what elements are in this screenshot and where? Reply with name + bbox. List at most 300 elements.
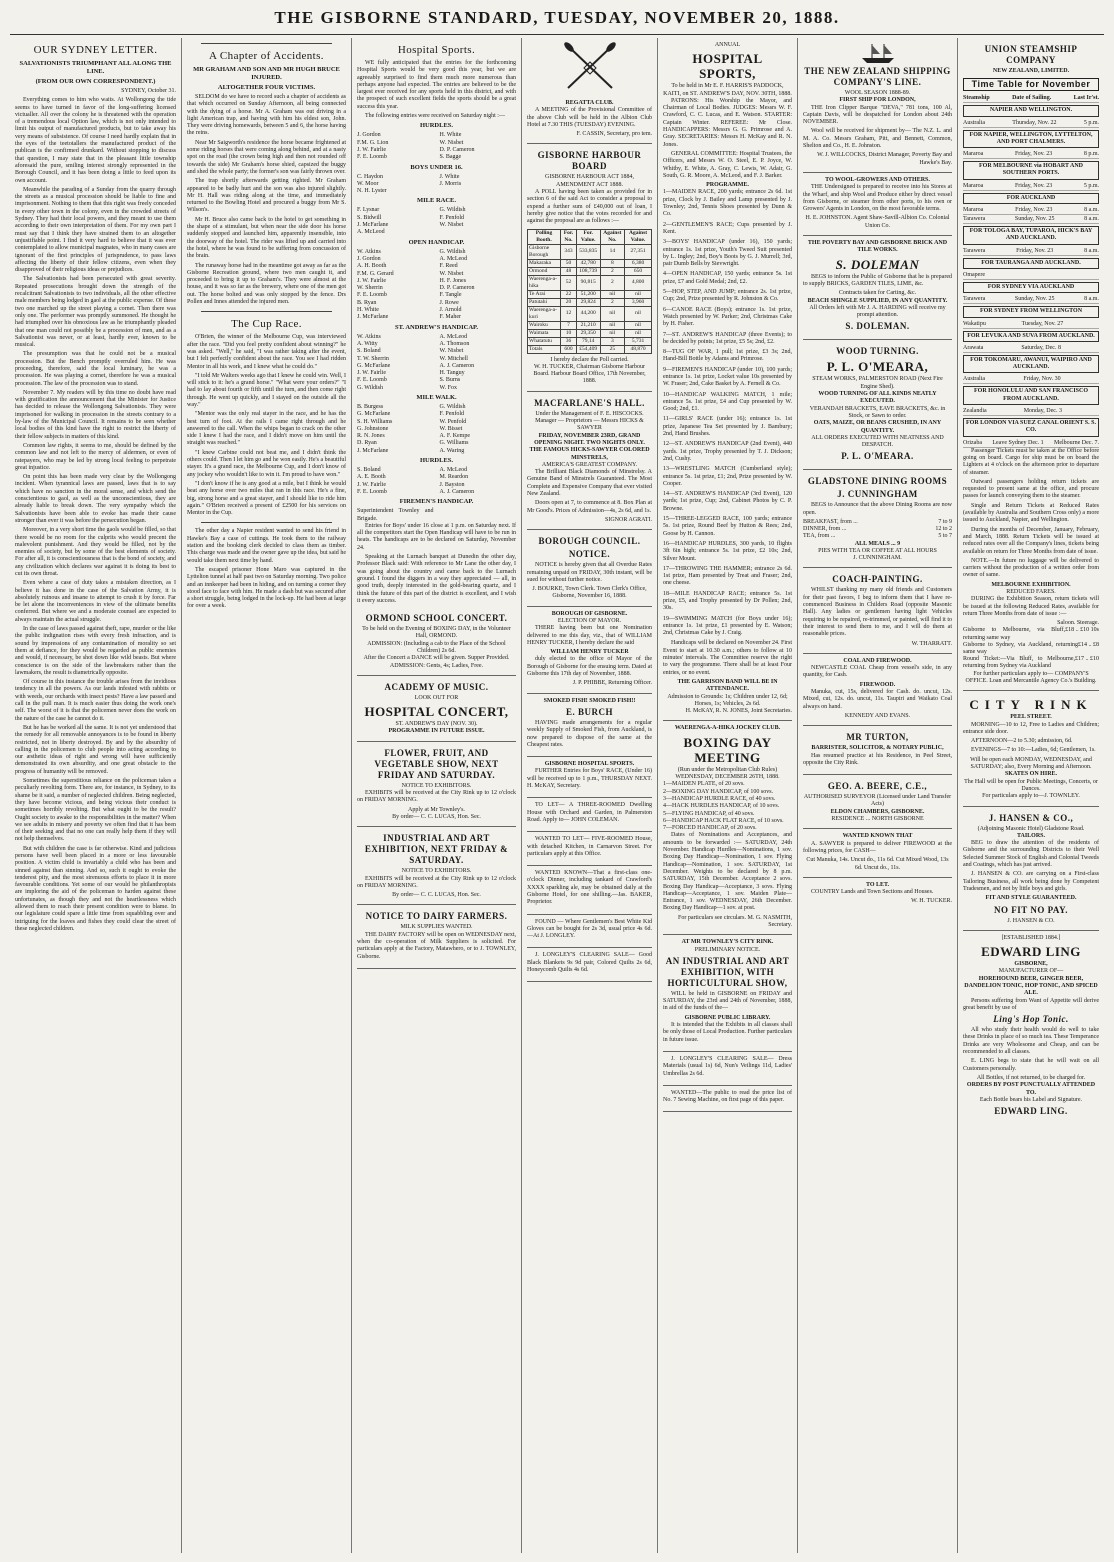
article-paragraph: "I told Mr Walters weeks ago that I knew he could win. Well, I will stick to it: he's a grand horse." "What were your orders?" "I had to lay about fourth or fifth until the turn, and then come right through. He went up quickly, and I stayed on the outside all the way." bbox=[187, 372, 346, 408]
poll-cell: nil bbox=[625, 290, 652, 298]
article-paragraph: WE fully anticipated that the entries for the forthcoming Hospital Sports would be very good this year, but we are agreeably surprised to find them much more numerous than perhaps anyone had expected. The entries are believed to be the largest ever received for any sports held in this district, and with the prospect of such excellent fields the sports should be a great success this year. bbox=[357, 60, 516, 110]
entry-name: H. Tanguy bbox=[439, 370, 465, 377]
ad-text: Apply at Mr Townley's. bbox=[408, 806, 465, 813]
poll-cell: 42,780 bbox=[576, 259, 600, 267]
entry-name: M. Reardon bbox=[439, 474, 469, 481]
programme-item: 2—GENTLEMEN'S RACE; Cups presented by J. Kent. bbox=[663, 221, 792, 235]
timetable-destination: FOR TAURANGA AND AUCKLAND. bbox=[963, 258, 1099, 269]
article-paragraph: "Mentor was the only real stayer in the race, and he has the best turn of foot. At the rails I came right through and he answered to the call. When the whips began to crack on the other side I knew I had the race, and I didn't move on him until the straight was reached." bbox=[187, 411, 346, 447]
ad-text: MANUFACTURER OF— bbox=[998, 968, 1064, 975]
timetable-row bbox=[963, 407, 1099, 416]
poll-cell: nil bbox=[625, 306, 652, 321]
timetable-cell: 8 a.m. bbox=[1084, 216, 1099, 223]
article-paragraph: The trap shortly afterwards getting righted. Mr Graham appeared to be badly hurt and the son was also injured slightly. Mr H. Hall was riding along at the time, and immediately returned to the Bowling Hotel and procured a buggy from Mr S. Wilson's. bbox=[187, 178, 346, 214]
ad-title: GEO. A. BEERE, C.E., bbox=[827, 781, 928, 792]
poll-cell: 4,800 bbox=[625, 275, 652, 290]
poll-cell: Waerenga-a-kuri bbox=[528, 306, 561, 321]
programme-item: 3—BOYS' HANDICAP (under 16), 150 yards; entrance 1s. 1st prize, Youth's Tweed Suit presented by L. Ingley; 2nd, Boy's Boots by G. J. Murrell; 3rd, pair Dumb Bells by Sievwright. bbox=[663, 239, 792, 268]
ad-text: Outward passengers holding return tickets are requested to present same at the office, and procure passes for launch conveying them to the steamer. bbox=[963, 478, 1099, 500]
article-paragraph: The runaway horse had in the meantime got away as far as the Gisborne Recreation ground, where two men caught it, and proceeded to bring it up to Graham's. They were almost at the house, and it was so far as the brewery, where one of the men got out. The horse bolted and was only stopped by the fence. Drs Pollen and Innes attended the injured men. bbox=[187, 262, 346, 306]
ad-union-steamship bbox=[963, 38, 1099, 691]
ad-text: Each Bottle bears his Label and Signature. bbox=[979, 1096, 1083, 1103]
article-title: The Cup Race. bbox=[231, 318, 302, 331]
poll-cell: 50 bbox=[561, 259, 577, 267]
poll-cell: Makaraka bbox=[528, 259, 561, 267]
poll-cell: 343 bbox=[561, 244, 577, 259]
entry-name: J. W. Fairlie bbox=[357, 146, 387, 153]
poll-cell: Ormond bbox=[528, 267, 561, 275]
timetable-row bbox=[963, 375, 1099, 384]
entries-section-title: MILE RACE. bbox=[416, 197, 456, 205]
entries-grid bbox=[357, 334, 516, 392]
ad-title: WOOD TURNING. bbox=[836, 346, 919, 357]
timetable-cell: Mararoa bbox=[963, 151, 984, 158]
timetable-cell: Saturday, Dec. 8 bbox=[1021, 344, 1061, 351]
ad-title: J. CUNNINGHAM bbox=[837, 489, 918, 500]
timetable-destination: FOR LONDON VIA SUEZ CANAL ORIENT S. S. CO. bbox=[963, 418, 1099, 437]
ad-text: BEG to draw the attention of the residents of Gisborne and the surrounding Districts to their Well Selected Summer Stock of English and Colonial Tweeds and Coatings, which has just arrived. bbox=[963, 840, 1099, 869]
article-paragraph: But he has be worked all the same. It is not yet understood that the remedy for all removable annoyances is to be found in liberty restricted, not in liberty destroyed. By and by the absurdity of calling in the policemen to club people into acting according to our æsthetic ideas of right and wrong will have sufficiently demonstrated its own absurdity, and one great obstacle to the progress of humanity will be removed. bbox=[15, 724, 176, 775]
article-paragraph: "I don't know if he is any good at a mile, but I think he would beat any horse over two miles that ran in this race. He's a fine, big, strong horse and a great stayer, and I should like to ride him again." O'Brien received a present of £2500 for his services on Mentor in the Cup. bbox=[187, 480, 346, 517]
ad-text: A MEETING of the Provisional Committee of the above Club will be held in the Albion Club Hotel at 7.30 THIS (TUESDAY) EVENING. bbox=[527, 107, 652, 128]
poll-row bbox=[528, 267, 652, 275]
ad-text: After the Concert a DANCE will be given. Supper Provided. bbox=[363, 655, 510, 662]
entry-name: J. Bayston bbox=[439, 481, 465, 488]
programme-item: 13—WRESTLING MATCH (Cumberland style); entrance 5s. 1st prize, £1; 2nd, Prize presented by W. Cooper. bbox=[663, 466, 792, 487]
timetable-destination: FOR TOKOMARU, AWANUI, WAIPIRO AND AUCKLAND. bbox=[963, 355, 1099, 374]
column-accidents-cup bbox=[182, 38, 352, 1553]
entries-section-title: BOYS UNDER 16. bbox=[410, 163, 463, 171]
ad-harbour-board bbox=[527, 144, 652, 391]
poll-cell: Waimata bbox=[528, 329, 561, 337]
ad-text: J. LONGLEY'S CLEARING SALE— Dress Materials (usual 1s) 6d, Nun's Veilings 11d, Ladies' Umbrellas 2s 6d. bbox=[663, 1055, 792, 1077]
poll-row bbox=[528, 259, 652, 267]
poll-cell: Te Arai bbox=[528, 290, 561, 298]
entry-name: S. Bidwill bbox=[357, 214, 382, 221]
timetable-row bbox=[963, 206, 1099, 215]
entry-name: W. Mitchell bbox=[439, 355, 468, 362]
ad-dining-rooms bbox=[803, 470, 952, 568]
programme-item: 16—HANDICAP HURDLES, 300 yards, 10 flights 3ft 6in high; entrance 5s. 1st prize, £2 10s; 2nd, Silver Mount. bbox=[663, 540, 792, 562]
entry-name: W. Moor bbox=[357, 180, 379, 187]
ad-title: WANTED KNOWN THAT bbox=[842, 833, 913, 840]
entries-list bbox=[357, 122, 516, 522]
ad-text: Contracts taken for Carting, &c. bbox=[838, 290, 917, 297]
ad-text: E. LING begs to state that he will wait on all Customers personally. bbox=[963, 1058, 1099, 1072]
column-steamship-tailors bbox=[958, 38, 1104, 1553]
ad-smoked-fish bbox=[527, 694, 652, 757]
ad-text: ELECTION OF MAYOR. bbox=[557, 617, 622, 624]
ad-signature: KENNEDY AND EVANS. bbox=[844, 712, 911, 719]
timetable-cell: Friday, Nov. 23 bbox=[1014, 151, 1053, 158]
article-paragraph: Near Mr Saigworth's residence the horse became frightened at some riding horses that were coming along behind, and at a nasty spot on the road (the crown being high and then not rounded off towards the side) Mr Graham's horse shied, capsized the buggy and shed the whole party; the former's son was fairly thrown over. bbox=[187, 139, 346, 175]
entry-name: D. Ryan bbox=[357, 440, 377, 447]
ad-text: MELBOURNE EXHIBITION. bbox=[991, 581, 1071, 588]
entry-name: S. Bagge bbox=[439, 154, 462, 161]
ad-longley bbox=[527, 948, 652, 982]
poll-cell: 27,351 bbox=[625, 244, 652, 259]
entry-name: J. Gordon bbox=[357, 132, 381, 139]
ad-wool-growers bbox=[803, 173, 952, 236]
ad-title: BOXING DAY MEETING bbox=[683, 734, 772, 765]
ad-text: HAVING made arrangements for a regular weekly Supply of Smoked Fish, from Auckland, is now prepared to dispose of the same at the Cheapest rates. bbox=[527, 719, 652, 748]
entry-name: F. Penfold bbox=[439, 214, 465, 221]
meal-hours: 12 to 2 bbox=[935, 526, 952, 533]
ad-title: NOTICE TO DAIRY FARMERS. bbox=[365, 911, 508, 922]
ad-macfarlane-hall bbox=[527, 392, 652, 530]
entry-name: W. Penfold bbox=[439, 418, 467, 425]
fare-row bbox=[963, 627, 1099, 641]
ad-title: HOSPITAL SPORTS, bbox=[692, 51, 763, 82]
ad-title: S. DOLEMAN bbox=[835, 256, 920, 272]
ad-text: J. HANSEN & CO. are carrying on a First-class Tailoring Business, all work being done by Competent Tradesmen, and not by little boys and girls. bbox=[963, 871, 1099, 892]
poll-cell: nil bbox=[600, 321, 625, 329]
timetable-row bbox=[963, 295, 1099, 304]
timetable-cell: Sunday, Nov. 25 bbox=[1014, 216, 1055, 223]
ad-text: COUNTRY Lands and Town Sections and Houses. bbox=[811, 889, 934, 896]
entries-grid bbox=[357, 404, 516, 455]
ad-text: During the months of December, January, February, and March, 1888. Return Tickets will be issued at reduced rates over all the Company's lines, tickets being available on return for Three Months from date of issue. bbox=[963, 526, 1099, 555]
entry-name: G. Wildish bbox=[439, 207, 466, 214]
programme-list bbox=[663, 189, 792, 637]
ad-text: THE Iron Clipper Barque "DEVA," 781 tons, 100 Al, Captain Davis, will be despatched for London about 24th NOVEMBER. bbox=[803, 104, 952, 126]
entries-section-title: MILE WALK. bbox=[416, 393, 457, 401]
poll-cell: nil bbox=[625, 329, 652, 337]
article-paragraph: The other day a Napier resident wanted to send his friend in Hawke's Bay a case of cuttings. He took them to the railway station and the booking clerk decided to class them as timber. This charge was made and the owner gave up the idea, but said he would take them next time by hand. bbox=[187, 528, 346, 564]
entry-name: W. Atkins bbox=[357, 248, 381, 255]
entry-name: H. White bbox=[439, 132, 462, 139]
ad-signature: W. H. TUCKER. bbox=[911, 898, 952, 905]
timetable-cell: Leave Sydney Dec. 1 bbox=[992, 439, 1044, 446]
timetable-cell: Tarawera bbox=[963, 216, 986, 223]
entry-name: A. Waring bbox=[439, 447, 465, 454]
entry-name: H. White bbox=[357, 307, 379, 314]
ad-text: A. SAWYER is prepared to deliver FIREWOOD at the following prices, for CASH— bbox=[803, 840, 952, 854]
ad-signature: J. HANSEN & CO. bbox=[1007, 917, 1055, 924]
article-paragraph: Common law rights, it seems to me, should be defined by the common law and not left to the mercy of aldermen, or even of ratepayers, who may be led by strong local feeling to perpetrate great injustice. bbox=[15, 442, 176, 471]
article-title: A Chapter of Accidents. bbox=[209, 50, 324, 62]
ad-text: duly elected to the office of Mayor of the Borough of Gisborne for the ensuing term. Dated at Gisborne this 17th day of November, 1888. bbox=[527, 656, 652, 678]
poll-cell: 90,815 bbox=[576, 275, 600, 290]
ad-text: FRIDAY, NOVEMBER 23RD, GRAND OPENING NIGHT. TWO NIGHTS ONLY. bbox=[534, 432, 645, 446]
entries-section-title: HURDLES. bbox=[419, 457, 454, 465]
article-source: (FROM OUR OWN CORRESPONDENT.) bbox=[35, 78, 156, 85]
poll-totals-row bbox=[528, 345, 652, 353]
ad-text: BEGS to inform the Public of Gisborne that he is prepared to supply BRICKS, GARDEN TILES, LIME, &c. bbox=[803, 273, 952, 287]
entry-name: T. W. Sherrin bbox=[357, 355, 389, 362]
ad-text: NEW ZEALAND, LIMITED. bbox=[992, 68, 1070, 74]
ad-text: Doors open at 7, to commence at 8. Box Plan at Mr Good's. Prices of Admission—4s, 2s 6d, and 1s. bbox=[527, 500, 652, 514]
ad-text: EXHIBITS will be received at the City Rink up to 12 o'clock on FRIDAY MORNING. bbox=[357, 790, 516, 804]
timetable-destination: FOR TOLOGA BAY, TUPAROA, HICK'S BAY AND AUCKLAND. bbox=[963, 226, 1099, 245]
programme-item: 9—FIREMEN'S HANDICAP (under 10), 100 yards; entrance 1s. 1st prize, Locket value 10s presented by W. Fraser; 2nd, Cake Basket by A. Fernell & Co. bbox=[663, 366, 792, 388]
timetable-row bbox=[963, 320, 1099, 329]
poll-total: 25 bbox=[600, 345, 625, 353]
programme-item: 14—ST. ANDREW'S HANDICAP (3rd Event), 120 yards; 1st prize, Cup; 2nd, Cabinet Photos by C. P. Browne. bbox=[663, 491, 792, 512]
fare-row bbox=[963, 656, 1099, 670]
fare-route: Gisborne to Sydney, via Auckland, returning same way bbox=[963, 641, 1078, 656]
ad-text: THE FAMOUS HICKS-SAWYER COLORED MINSTRELS, bbox=[529, 447, 650, 461]
article-title: OUR SYDNEY LETTER. bbox=[33, 44, 158, 56]
column-hospital-sports bbox=[352, 38, 522, 1553]
poll-header: Against Value. bbox=[625, 229, 652, 244]
ad-text: EVENINGS—7 to 10:—Ladies, 6d; Gentlemen, 1s. bbox=[971, 747, 1096, 754]
ad-flower-show bbox=[357, 742, 516, 827]
timetable-cell: Friday, Nov. 23 bbox=[1014, 182, 1053, 189]
poll-cell: Waerenga-a-hika bbox=[528, 275, 561, 290]
ad-title: EDWARD LING bbox=[981, 944, 1081, 960]
ad-text: TO LET— A THREE-ROOMED Dwelling House with Orchard and Garden, in Palmerston Road. Apply to— JOHN COLEMAN. bbox=[527, 802, 652, 823]
ad-text: BEACH SHINGLE SUPPLIED, IN ANY QUANTITY. bbox=[807, 297, 948, 304]
entry-name: F. Tangle bbox=[439, 292, 462, 299]
ad-text: VERANDAH BRACKETS, EAVE BRACKETS, &c. in Stock, or Sawn to order. bbox=[809, 405, 946, 419]
poll-cell: 533,835 bbox=[576, 244, 600, 259]
article-paragraph: In the case of laws passed against theft, rape, murder or the like the public indignation rises with every fresh infraction, and is sound by impressions of any contamination of morality so set them at defiance, for they would be regarded as public enemies and would, if necessary, be shot down like wild beasts. But where conscience is on the side of the lawbreakers rather than the lawmakers, the result is diametrically opposite. bbox=[15, 626, 176, 676]
entry-name: A. F. Kempe bbox=[439, 433, 471, 440]
ad-text: J. LONGLEY'S CLEARING SALE— Good Black Blankets 9s 9d pair, Colored Quilts 2s 6d, Honeycomb Quilts 4s 6d. bbox=[527, 952, 652, 974]
timetable-row bbox=[963, 119, 1099, 128]
timetable-cell: 8 a.m. bbox=[1084, 207, 1099, 214]
ad-text: NOTE.—In future no luggage will be delivered to carriers without the production of a written order from owner of same. bbox=[963, 557, 1099, 579]
entry-name: F.M. G. Gerard bbox=[357, 270, 394, 277]
timetable-destination: FOR SYDNEY FROM WELLINGTON bbox=[963, 306, 1099, 317]
poll-cell: 2 bbox=[600, 267, 625, 275]
timetable-row bbox=[963, 271, 1099, 280]
ad-hospital-sports bbox=[527, 757, 652, 798]
timetable-destination: NAPIER AND WELLINGTON. bbox=[963, 105, 1099, 116]
entry-name: H. F. Jones bbox=[439, 277, 467, 284]
entries-grid bbox=[357, 508, 516, 523]
ad-wood-turning bbox=[803, 340, 952, 470]
ad-text: THE DAIRY FACTORY will be open on WEDNESDAY next, when the co-operation of Milk Suppliers is solicited. For particulars apply at the Factory, Matawhero, or to J. TOWNLEY, Gisborne. bbox=[357, 931, 516, 960]
column-programmes bbox=[658, 38, 798, 1553]
poll-cell: 6,380 bbox=[625, 259, 652, 267]
entries-section-title: OPEN HANDICAP. bbox=[408, 238, 465, 246]
ad-text: TAILORS. bbox=[1016, 832, 1046, 839]
meal-row bbox=[803, 533, 952, 540]
ad-title: ACADEMY OF MUSIC. bbox=[384, 681, 489, 692]
timetable-cell: Tarawera bbox=[963, 296, 986, 303]
ad-text: PEEL STREET. bbox=[1010, 714, 1052, 721]
entry-name: W. Nisbet bbox=[439, 348, 464, 355]
fare-price: £18 .. £10 10s bbox=[1065, 627, 1099, 634]
ad-text: Will be open each MONDAY, WEDNESDAY, and SATURDAY; also, Every Morning and Afternoon. bbox=[970, 756, 1092, 771]
poll-header: For. Value. bbox=[576, 229, 600, 244]
poll-row bbox=[528, 321, 652, 329]
entry-name: W. Nisbet bbox=[439, 139, 464, 146]
poll-cell: 7 bbox=[561, 321, 577, 329]
ad-edward-ling bbox=[963, 931, 1099, 1124]
article-paragraph: Even where a case of duty takes a mistaken direction, as I believe it has done in the case of the Salvation Army, it is absolutely ruinous and insane to attempt to crush it by force. Far be let alone the inconveniences in view of the ultimate benefits conferred. But where we and a moderate counsel are expected to always maintain the actual struggle. bbox=[15, 580, 176, 623]
fare-price: £14 .. £8 bbox=[1078, 641, 1099, 648]
timetable-header bbox=[963, 94, 1099, 103]
timetable-row bbox=[963, 182, 1099, 191]
entry-name: G. Wildish bbox=[439, 403, 466, 410]
poll-cell: 36 bbox=[561, 337, 577, 345]
ad-text: WHILST thanking my many old friends and Customers for their past favors, I beg to inform them that I have re-commenced Business in Childers Road (opposite Masonic Hall). Any ladies or gentlemen having light Vehicles requiring to be repaired, re-trimmed, or painted, will find it to their interest to send them to me, and I will do them at reasonable prices. bbox=[803, 587, 952, 638]
article-paragraph: O'Brien, the winner of the Melbourne Cup, was interviewed after the race. "Did you feel pretty confident about winning?" he was asked. "Well," he said, "I was rather taking after the event, but I felt perfectly confident about the race. You see I had ridden Mentor in all his work, and I knew what he could do." bbox=[187, 334, 346, 370]
ad-title: TO LET. bbox=[865, 881, 890, 888]
timetable-cell: 8 a.m. bbox=[1084, 296, 1099, 303]
ad-title: INDUSTRIAL AND ART EXHIBITION, NEXT FRIDAY & SATURDAY. bbox=[364, 833, 509, 866]
timetable-row bbox=[963, 150, 1099, 159]
programme-item: 4—OPEN HANDICAP, 150 yards; entrance 5s. 1st prize, £7 and Gold Medal; 2nd, £2. bbox=[663, 271, 792, 285]
poll-row bbox=[528, 290, 652, 298]
timetable-header-cell: Steamship bbox=[963, 95, 990, 102]
ad-text: PIES WITH TEA OR COFFEE AT ALL HOURS bbox=[818, 547, 937, 554]
column-sydney-letter bbox=[10, 38, 182, 1553]
programme-item: 2—BOXING DAY HANDICAP, of 100 sovs. bbox=[663, 788, 774, 795]
ad-text: RESIDENCE ... NORTH GISBORNE bbox=[831, 816, 924, 823]
poll-cell: 29,824 bbox=[576, 298, 600, 306]
timetable-cell: Tuesday, Nov. 27 bbox=[1021, 320, 1064, 327]
programme-list bbox=[663, 781, 792, 832]
poll-cell: 79,14 bbox=[576, 337, 600, 345]
entry-name: A. Witty bbox=[357, 340, 378, 347]
entry-name: G. Williams bbox=[439, 440, 469, 447]
ad-text: Manager — Proprietors — Messrs HICKS & SAWYER bbox=[535, 418, 644, 432]
ad-text: ALL MEALS ... 9 bbox=[854, 540, 901, 547]
programme-item: 17—THROWING THE HAMMER; entrance 2s 6d. 1st prize, Ham presented by Treat and Fraser; 2nd, one cheese. bbox=[663, 565, 792, 587]
fare-row bbox=[963, 642, 1099, 656]
ad-title: NOTICE. bbox=[568, 549, 611, 560]
poll-cell: 29,350 bbox=[576, 329, 600, 337]
meal-hours: 7 to 9 bbox=[938, 518, 952, 525]
timetable-header-cell: Last Ir'st. bbox=[1073, 95, 1099, 102]
ad-text: Dates of Nominations and Acceptances, and amounts to be forwarded :— SATURDAY, 24th November. Handicap Hurdles—Nominations, 1 sov. Boxing Day Handicap—Nomination, 1 sov. Flying Handicap—Nomination, 1 sov. SATURDAY, 1st December. Weights to be declared by 8 p.m. SATURDAY, 15th December. Acceptance 2 sovs. Boxing Day Handicap—Acceptance, 3 sovs. Flying Handicap—Acceptance, 1 sov. Maiden Plate—Entrance, 1 sov. WEDNESDAY, 26th December. Boxing Day Handicap—1 sov. at post. bbox=[663, 832, 792, 912]
entry-name: F. Lysnar bbox=[357, 207, 380, 214]
poll-cell: 3,960 bbox=[625, 298, 652, 306]
ad-text: REDUCED FARES. bbox=[1006, 588, 1056, 595]
ad-borough-council bbox=[527, 530, 652, 606]
fare-price: £17 .. £10 bbox=[1075, 656, 1099, 663]
timetable-cell: Friday, Nov. 23 bbox=[1015, 207, 1053, 214]
entry-name: B. Burgess bbox=[357, 403, 384, 410]
ad-city-rink bbox=[963, 691, 1099, 806]
programme-item: 1—MAIDEN RACE, 200 yards; entrance 2s 6d. 1st prize, Clock by J. Bailey and Lamp presented by J. Townley; 2nd, Tennis Shoes presented by Dunn & Co. bbox=[663, 189, 792, 218]
ad-title: TO WOOL-GROWERS AND OTHERS. bbox=[825, 176, 930, 183]
ad-title: REGATTA CLUB. bbox=[565, 100, 614, 106]
timetable-cell: 8 p.m. bbox=[1083, 151, 1099, 158]
ad-text: NOTICE is hereby given that all Overdue Rates remaining unpaid on FRIDAY, 30th instant, will be sued for without further notice. bbox=[527, 562, 652, 583]
timetable-cell: Zealandia bbox=[963, 408, 987, 415]
ad-to-let bbox=[527, 798, 652, 832]
timetable-cell: Australia bbox=[963, 119, 985, 126]
ad-longley-sale bbox=[663, 1052, 792, 1086]
entries-section-title: HURDLES. bbox=[419, 122, 454, 130]
ad-text: For further particulars apply to— COMPANY'S OFFICE. Loan and Mercantile Agency Co.'s Building. bbox=[965, 670, 1097, 684]
poll-cell: Wairoku bbox=[528, 321, 561, 329]
programme-item: 6—CANOE RACE (Boys); entrance 1s. 1st prize, Watch presented by W. Parker; 2nd, Christmas Cake by H. Fisher. bbox=[663, 306, 792, 328]
ad-hansen-tailors bbox=[963, 807, 1099, 931]
article-paragraph: Sometimes the superstitious reliance on the policeman takes a peculiarly revolting form. There are, for instance, in Sydney, to its shame be it said, a number of neglected children. Being neglected, they have become vicious, and being vicious their conduct is sometimes horribly revolting. But what ought to be the result? Ought society to awake to the responsibilities in the matter? When we see adults in misery and poverty we often find that it has been of their seeking and that no one can really help them if they will not help themselves. bbox=[15, 778, 176, 843]
meal-name: DINNER, from ... bbox=[803, 526, 847, 533]
programme-item: 8—TUG OF WAR, 1 pull; 1st prize, £3 3s; 2nd, Hand-Bill Bottle by Adams and Primrose. bbox=[663, 349, 792, 363]
poll-header-row bbox=[528, 229, 652, 244]
timetable-destination: FOR AUCKLAND bbox=[963, 193, 1099, 204]
timetable-cell: Friday, Nov. 30 bbox=[1023, 376, 1061, 383]
poll-cell: 44,200 bbox=[576, 306, 600, 321]
ad-text: GISBORNE PUBLIC LIBRARY. bbox=[684, 1014, 771, 1021]
ad-text: All who study their health would do well to take these Drinks in place of so much tea. These Temperance Drinks are very Wholesome and Cheap, and can be recommended to all classes. bbox=[963, 1027, 1099, 1056]
ad-text: HOREHOUND BEER, GINGER BEER, DANDELION TONIC, HOP TONIC, AND SPICED ALE. bbox=[964, 975, 1098, 997]
ad-text: LOOK OUT FOR bbox=[414, 694, 459, 701]
ad-text: PRELIMINARY NOTICE. bbox=[694, 946, 761, 953]
poll-row bbox=[528, 275, 652, 290]
programme-item: 7—FORCED HANDICAP, of 20 sovs. bbox=[663, 825, 757, 832]
ad-title: Ling's Hop Tonic. bbox=[993, 1014, 1069, 1025]
ad-text: Admission to Grounds: 1s; Children under 12, 6d; Horses, 1s; Vehicles, 2s 6d. bbox=[667, 693, 788, 707]
ad-signature: H. E. JOHNSTON. Agent Shaw-Savill-Albion Co. Colonial Union Co. bbox=[805, 215, 950, 229]
ad-regatta bbox=[527, 96, 652, 144]
ad-signature: For particulars see circulars. M. G. NASMITH, Secretary. bbox=[678, 914, 792, 928]
timetable-title: Time Table for November bbox=[963, 78, 1099, 91]
ad-text: FIRST SHIP FOR LONDON, bbox=[839, 97, 916, 104]
timetable-cell: 5 p.m. bbox=[1083, 119, 1099, 126]
ad-text: ST. ANDREW'S DAY (NOV. 30). bbox=[395, 721, 478, 728]
timetable-destination: FOR SYDNEY VIA AUCKLAND bbox=[963, 282, 1099, 293]
poll-total: £54,409 bbox=[576, 345, 600, 353]
ad-text: (Run under the Metropolitan Club Rules) WEDNESDAY, DECEMBER 26TH, 1888. bbox=[675, 766, 780, 781]
ad-text: GENERAL COMMITTEE: Hospital Trustees, the Officers, and Messrs W. O. Steel, E. P. Joyce, W. Whitby, E. White, A. Gray, C. Lewis, W. Adair, G. South, G. R. Moore, A. McLeod, and F. J. Barker. bbox=[663, 150, 792, 179]
ad-sawyer bbox=[803, 829, 952, 877]
entry-name: W. Sherrin bbox=[357, 285, 383, 292]
programme-item: 5—FLYING HANDICAP, of 40 sovs. bbox=[663, 810, 755, 817]
poll-total: 600 bbox=[561, 345, 577, 353]
timetable-cell: Mararoa bbox=[963, 207, 984, 214]
ad-title: BOROUGH OF GISBORNE. bbox=[551, 610, 628, 617]
ad-ormond-concert bbox=[357, 607, 516, 676]
ad-signature: J. CUNNINGHAM. bbox=[853, 555, 902, 562]
article-paragraph: SELDOM do we have to record such a chapter of accidents as that which occurred on Sunday Afternoon, all being connected with the dying of a horse. Mr A. Graham was out driving in a light American trap, and having with him his eldest son, John. They were driving homewards, between 5 and 6, the horse having the reins. bbox=[187, 94, 346, 137]
poll-cell: 12 bbox=[561, 306, 577, 321]
programme-item: 6—HANDICAP HACK FLAT RACE, of 10 sovs. bbox=[663, 817, 784, 824]
timetable-cell: 8 a.m. bbox=[1084, 247, 1099, 254]
ad-text: THE GARRISON BAND WILL BE IN ATTENDANCE. bbox=[677, 678, 778, 693]
poll-cell: 20 bbox=[561, 298, 577, 306]
poll-cell: 3 bbox=[600, 337, 625, 345]
ad-text: BARRISTER, SOLICITOR, & NOTARY PUBLIC, bbox=[811, 745, 944, 752]
programme-item: 1—MAIDEN PLATE, of 20 sovs. bbox=[663, 781, 745, 788]
poll-cell: 51,200 bbox=[576, 290, 600, 298]
article-paragraph: The Salvationists had been persecuted with great severity. Repeated prosecutions brought down the strength of the recalcitrant Salvationists to two individuals, all the other effective male members being lodged in gaol at the public expense. Of these two one marched up the street playing a cornet. Then there was only one. The performer was promptly summoned. He thought he had triumphed over his obnoxious law as he triumphantly pleaded that one man could not possibly be a procession of men, and as a Salvationist was never, or at least, hardly ever, known to be musical. bbox=[15, 276, 176, 349]
entry-name: S. H. Williams bbox=[357, 418, 393, 425]
poll-cell: 108,739 bbox=[576, 267, 600, 275]
page-columns bbox=[10, 38, 1104, 1553]
ad-signature: W. H. TUCKER, Chairman Gisborne Harbour Board. Harbour Board Office, 17th November, 1888. bbox=[533, 363, 646, 385]
ad-text: For particulars apply to—J. TOWNLEY. bbox=[982, 793, 1080, 800]
ad-text: WANTED KNOWN—That a first-class one-o'clock Dinner, including tankard of Crawford's XXXX sparkling ale, may be obtained daily at the Gisborne Hotel, for one shilling.—Jas. BAKER, Proprietor. bbox=[527, 870, 652, 906]
ad-text: Passenger Tickets must be taken at the Office before going on board. Cargo for ship must be on board the Lighters at 4 o'clock on the afternoon prior to departure of steamer. bbox=[963, 447, 1099, 476]
entry-name: N. H. Lyster bbox=[357, 188, 387, 195]
entries-grid bbox=[357, 467, 516, 496]
timetable-cell: 5 p.m. bbox=[1083, 182, 1099, 189]
ad-text: To be held on the Evening of BOXING DAY, in the Volunteer Hall, ORMOND. bbox=[362, 626, 511, 640]
ad-signature: S. DOLEMAN. bbox=[845, 321, 910, 332]
masthead: THE GISBORNE STANDARD, TUESDAY, NOVEMBER 20, 1888. bbox=[274, 8, 840, 27]
entry-name: A. J. Cameron bbox=[439, 488, 475, 495]
ad-wanted-let bbox=[527, 832, 652, 866]
meals-list bbox=[803, 519, 952, 541]
entry-name: J. W. Fairlie bbox=[357, 277, 387, 284]
ad-text: All Orders left with Mr J. A. HARDING will receive my prompt attention. bbox=[809, 304, 946, 319]
ad-title: WAERENGA-A-HIKA JOCKEY CLUB. bbox=[674, 725, 781, 732]
ad-exhibition bbox=[663, 935, 792, 1052]
poll-cell: Gisborne Borough bbox=[528, 244, 561, 259]
ad-text: FIT AND STYLE GUARANTEED. bbox=[985, 895, 1077, 902]
entry-name: J. Arnold bbox=[439, 307, 462, 314]
article-paragraph: On point this has been made very clear by the Wollongong incident. When tyrannical laws are passed, laws that is to say which have no sanction in the moral sense, and which send the conscientious to gaol, as well as the unconscientious, they are already liable to break down. The very sympathy which the Salvationists have been able to evoke has made their cause stronger than ever it was before the persecution began. bbox=[15, 474, 176, 524]
